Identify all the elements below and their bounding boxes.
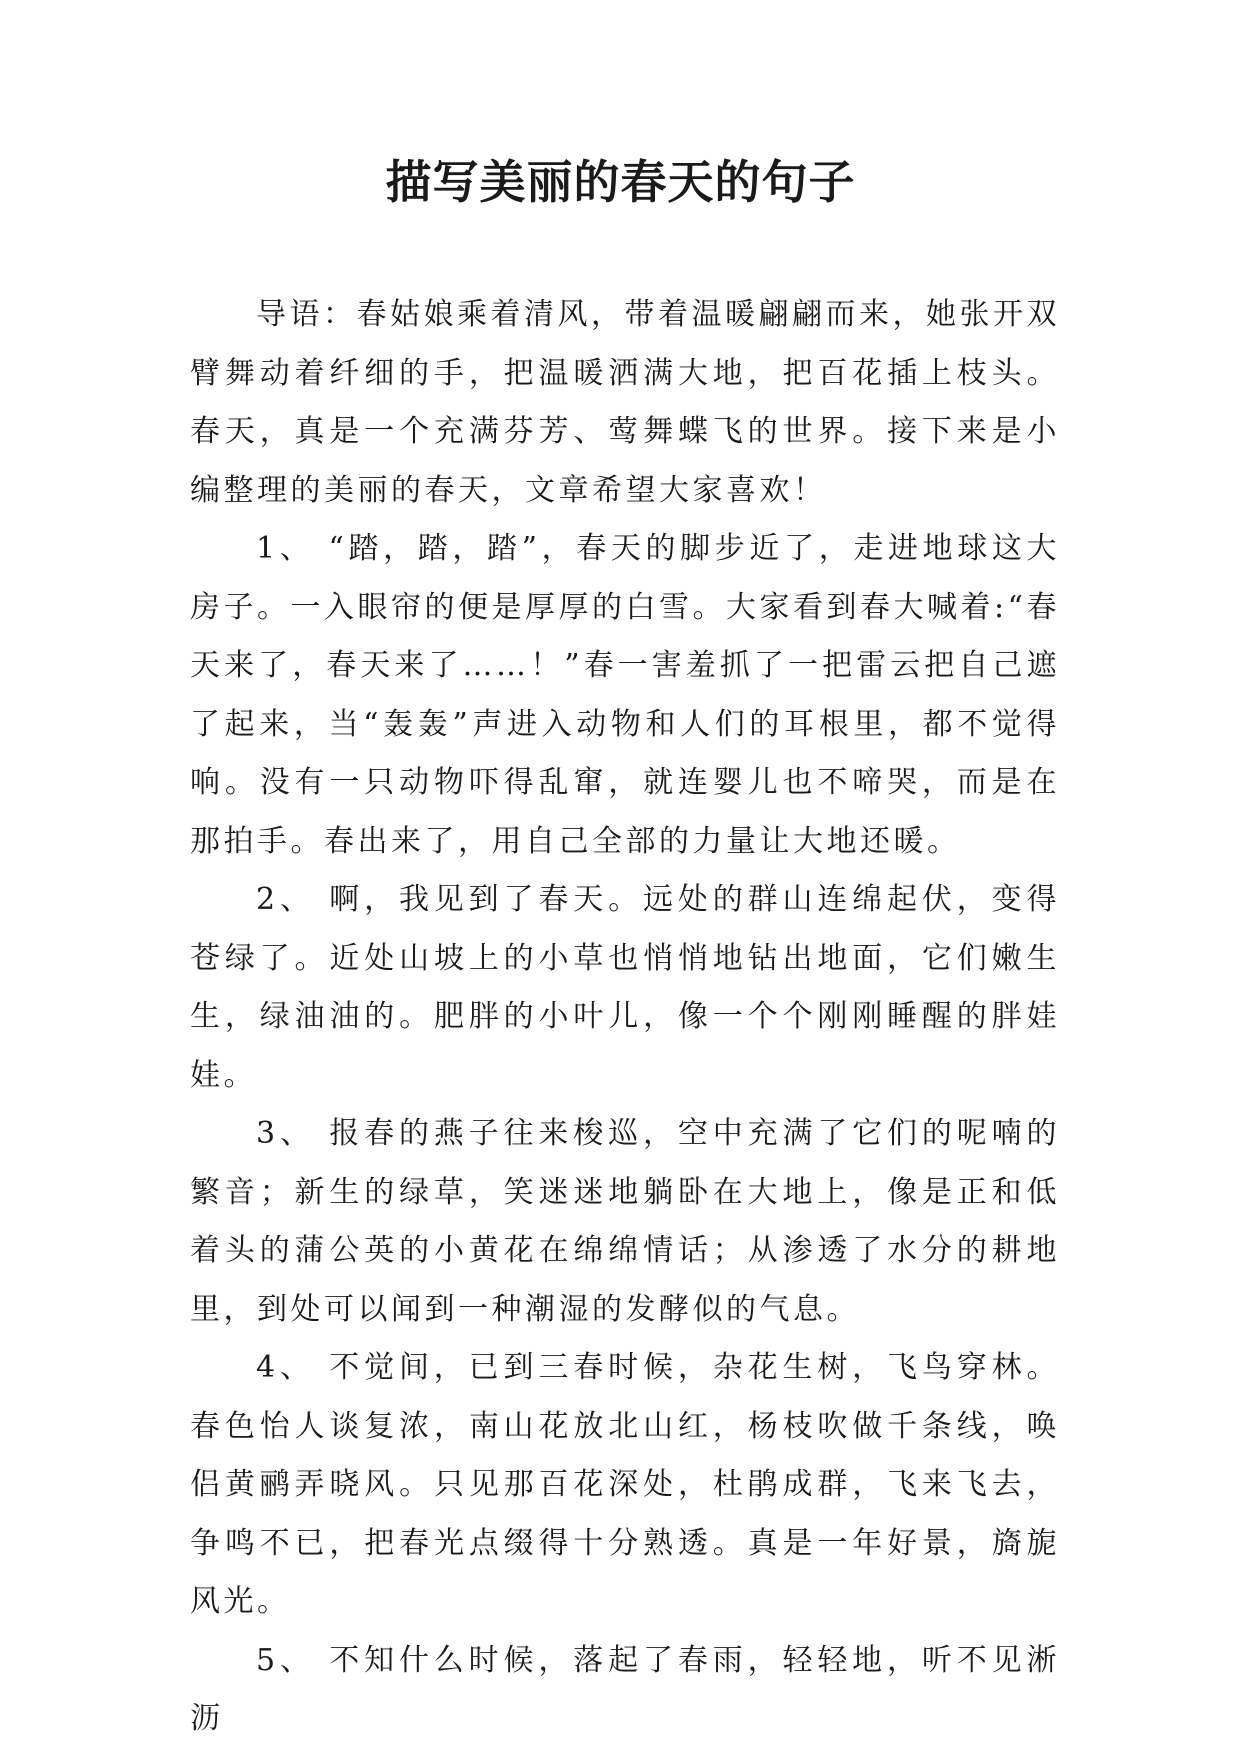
document-body [190,286,1060,1749]
paragraph-3: 3、 报春的燕子往来梭巡，空中充满了它们的呢喃的繁音；新生的绿草，笑迷迷地躺卧在大地上，像是正和低着头的蒲公英的小黄花在绵绵情话；从渗透了水分的耕地里，到处可以闻到一种潮湿的发酵似的气息。 [190,1116,1060,1327]
paragraph-4: 4、 不觉间，已到三春时候，杂花生树，飞鸟穿林。春色怡人谈复浓，南山花放北山红，杨枝吹做千条线，唤侣黄鹂弄晓风。只见那百花深处，杜鹃成群，飞来飞去，争鸣不已，把春光点缀得十分熟透。真是一年好景，旖旎风光。 [190,1350,1060,1619]
paragraph-5: 5、 不知什么时候，落起了春雨，轻轻地，听不见淅沥 [190,1642,1060,1736]
paragraph-intro: 导语：春姑娘乘着清风，带着温暖翩翩而来，她张开双臂舞动着纤细的手，把温暖洒满大地，把百花插上枝头。春天，真是一个充满芬芳、莺舞蝶飞的世界。接下来是小编整理的美丽的春天，文章希望大家喜欢！ [190,297,1060,508]
paragraph-2: 2、 啊，我见到了春天。远处的群山连绵起伏，变得苍绿了。近处山坡上的小草也悄悄地钻出地面，它们嫩生生，绿油油的。肥胖的小叶儿，像一个个刚刚睡醒的胖娃娃。 [190,882,1060,1093]
document-title: 描写美丽的春天的句子 [385,155,856,209]
paragraph-1: 1、 “踏，踏，踏”，春天的脚步近了，走进地球这大房子。一入眼帘的便是厚厚的白雪。大家看到春大喊着:“春天来了，春天来了……！”春一害羞抓了一把雷云把自己遮了起来，当“轰轰”声进入动物和人们的耳根里，都不觉得响。没有一只动物吓得乱窜，就连婴儿也不啼哭，而是在那拍手。春出来了，用自己全部的力量让大地还暖。 [190,531,1060,859]
